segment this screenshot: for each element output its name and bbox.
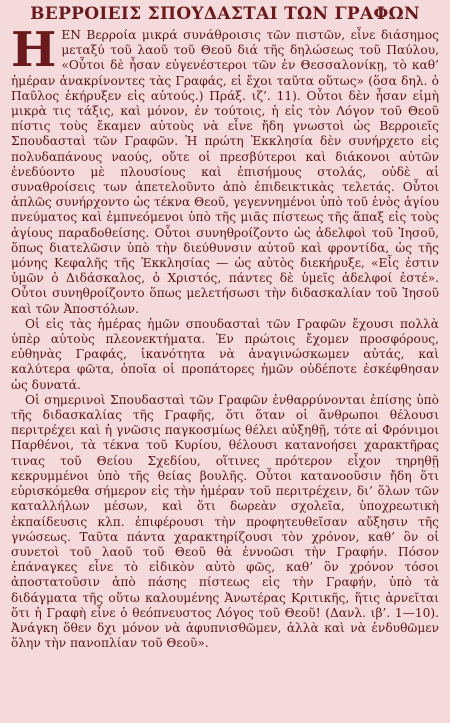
article-body (11, 22, 439, 651)
paragraph-1-text: ΕΝ Βερροία μικρά συνάθροισις τῶν πιστῶν, εἶνε διάσημος μεταξύ τοῦ λαοῦ τοῦ Θεοῦ διά τῆς δηλώσεως τοῦ Παύλου, «Οὗτοι δὲ ἦσαν εὐγενέστεροι τῶν ἐν Θεσσαλονίκῃ, τὸ καθ’ ἡμέραν ἀνακρίνοντες τὰς Γραφάς, εἰ ἔχοι ταῦτα οὕτως» (ὅσα δηλ. ὁ Παῦλος ἐκήρυξεν εἰς αὐτούς.) Πράξ. ιζ’. 11). Οὗτοι δὲν ἦσαν εἰμὴ μικρὰ τις τάξις, καὶ μόνον, ἐν τούτοις, ἡ εἰς τὸν Λόγον τοῦ Θεοῦ πίστις τοὺς ἔκαμεν αὐτοὺς νὰ εἶνε ἤδη γνωστοὶ ὡς Βερροιεῖς Σπουδασταὶ τῶν Γραφῶν. Ἡ πρώτη Ἐκκλησία δὲν συνήρχετο εἰς πολυδαπάνους ναούς, οὔτε οἱ πρεσβύτεροι καὶ διάκονοι αὐτῶν ἐνεδύοντο μὲ πλουσίους καὶ ἐπισήμους στολάς, οὐδὲ αἱ συναθροίσεις των ἀπετελοῦντο ἀπὸ ἐπιδεικτικὰς τελετάς. Οὗτοι ἁπλῶς συνήρχοντο ὡς τέκνα Θεοῦ, γεγεννημένοι ὑπὸ τοῦ ἑνὸς ἁγίου πνεύματος καὶ ἐμπνεόμενοι ὑπὸ τῆς μιᾶς πίστεως τῆς ἅπαξ εἰς τοὺς ἁγίους παραδοθείσης. Οὗτοι συνηθροίζοντο ὡς ἀδελφοὶ τοῦ Ἰησοῦ, ὅπως διατελῶσιν ὑπὸ τὴν διεύθυνσιν αὐτοῦ καὶ φροντίδα, ὡς τῆς μόνης Κεφαλῆς τῆς Ἐκκλησίας — ὡς αὐτὸς διεκήρυξε, «Εἷς ἐστιν ὑμῶν ὁ Διδάσκαλος, ὁ Χριστός, πάντες δὲ ὑμεῖς ἀδελφοί ἐστέ». Οὗτοι συνηθροίζοντο ὅπως μελετήσωσι τὴν διδασκαλίαν τοῦ Ἰησοῦ καὶ τῶν Ἀποστόλων. (11, 28, 439, 316)
drop-cap: Η (11, 22, 57, 78)
paragraph-1 (11, 22, 439, 317)
paragraph-2: Οἱ εἰς τὰς ἡμέρας ἡμῶν σπουδασταὶ τῶν Γραφῶν ἔχουσι πολλὰ ὑπὲρ αὐτοὺς πλεονεκτήματα. Ἐν πρώτοις ἔχομεν προσφόρους, εὐθηνὰς Γραφάς, ἱκανότητα νὰ ἀναγινώσκωμεν αὐτάς, καὶ καλύτερα φῶτα, ὁποῖα οἱ προπάτορες ἡμῶν οὐδέποτε ἐσκέφθησαν ὡς δυνατά. (11, 316, 439, 392)
article-title: ΒΕΡΡΟΙΕΙΣ ΣΠΟΥΔΑΣΤΑΙ ΤΩΝ ΓΡΑΦΩΝ (30, 4, 420, 24)
paragraph-3: Οἱ σημερινοὶ Σπουδασταὶ τῶν Γραφῶν ἐνθαρρύνονται ἐπίσης ὑπὸ τῆς διδασκαλίας τῆς Γραφῆς, ὅτι ὅταν οἱ ἄνθρωποι θέλουσι περιτρέχει καὶ ἡ γνῶσις παγκοσμίως θέλει αὐξηθῇ, τότε αἱ Φρόνιμοι Παρθένοι, τὰ τέκνα τοῦ Κυρίου, θέλουσι κατανοήσει χαρακτῆρας τινας τοῦ Θείου Σχεδίου, οἵτινες πρότερον εἶχον τηρηθῇ κεκρυμμένοι ὑπὸ τῆς θείας βουλῆς. Οὗτοι κατανοοῦσιν ἤδη ὅτι εὑρισκόμεθα σήμερον εἰς τὴν ἡμέραν τοῦ περιτρέχειν, δι’ ὅλων τῶν καταλλήλων μέσων, καὶ ὅτι δωρεὰν σχολεῖα, ὑποχρεωτικὴ ἐκπαίδευσις κλπ. ἐπιφέρουσι τὴν προφητευθεῖσαν αὔξησιν τῆς γνώσεως. Ταῦτα πάντα χαρακτηρίζουσι τὸν χρόνον, καθ’ ὃν οἱ συνετοὶ τοῦ λαοῦ τοῦ Θεοῦ θὰ ἐννοῶσι τὴν Γραφήν. Πόσον ἐπάναγκες εἶνε τὸ εἰδικὸν αὐτὸ φῶς, καθ’ ὃν χρόνον τόσοι ἀποστατοῦσιν ἀπὸ πάσης πίστεως εἰς τὴν Γραφήν, ὑπὸ τὰ διδάγματα τῆς οὕτω καλουμένης Ἀνωτέρας Κριτικῆς, ἥτις ἀρνεῖται ὅτι ἡ Γραφὴ εἶνε ὁ θεόπνευστος Λόγος τοῦ Θεοῦ! (Δανλ. ιβ’. 1—10). Ἀνάγκη ὅθεν δχι μόνον νὰ ἀφυπνισθῶμεν, ἀλλὰ καὶ νὰ ἐνδυθῶμεν ὅλην τὴν πανοπλίαν τοῦ Θεοῦ». (11, 392, 439, 651)
